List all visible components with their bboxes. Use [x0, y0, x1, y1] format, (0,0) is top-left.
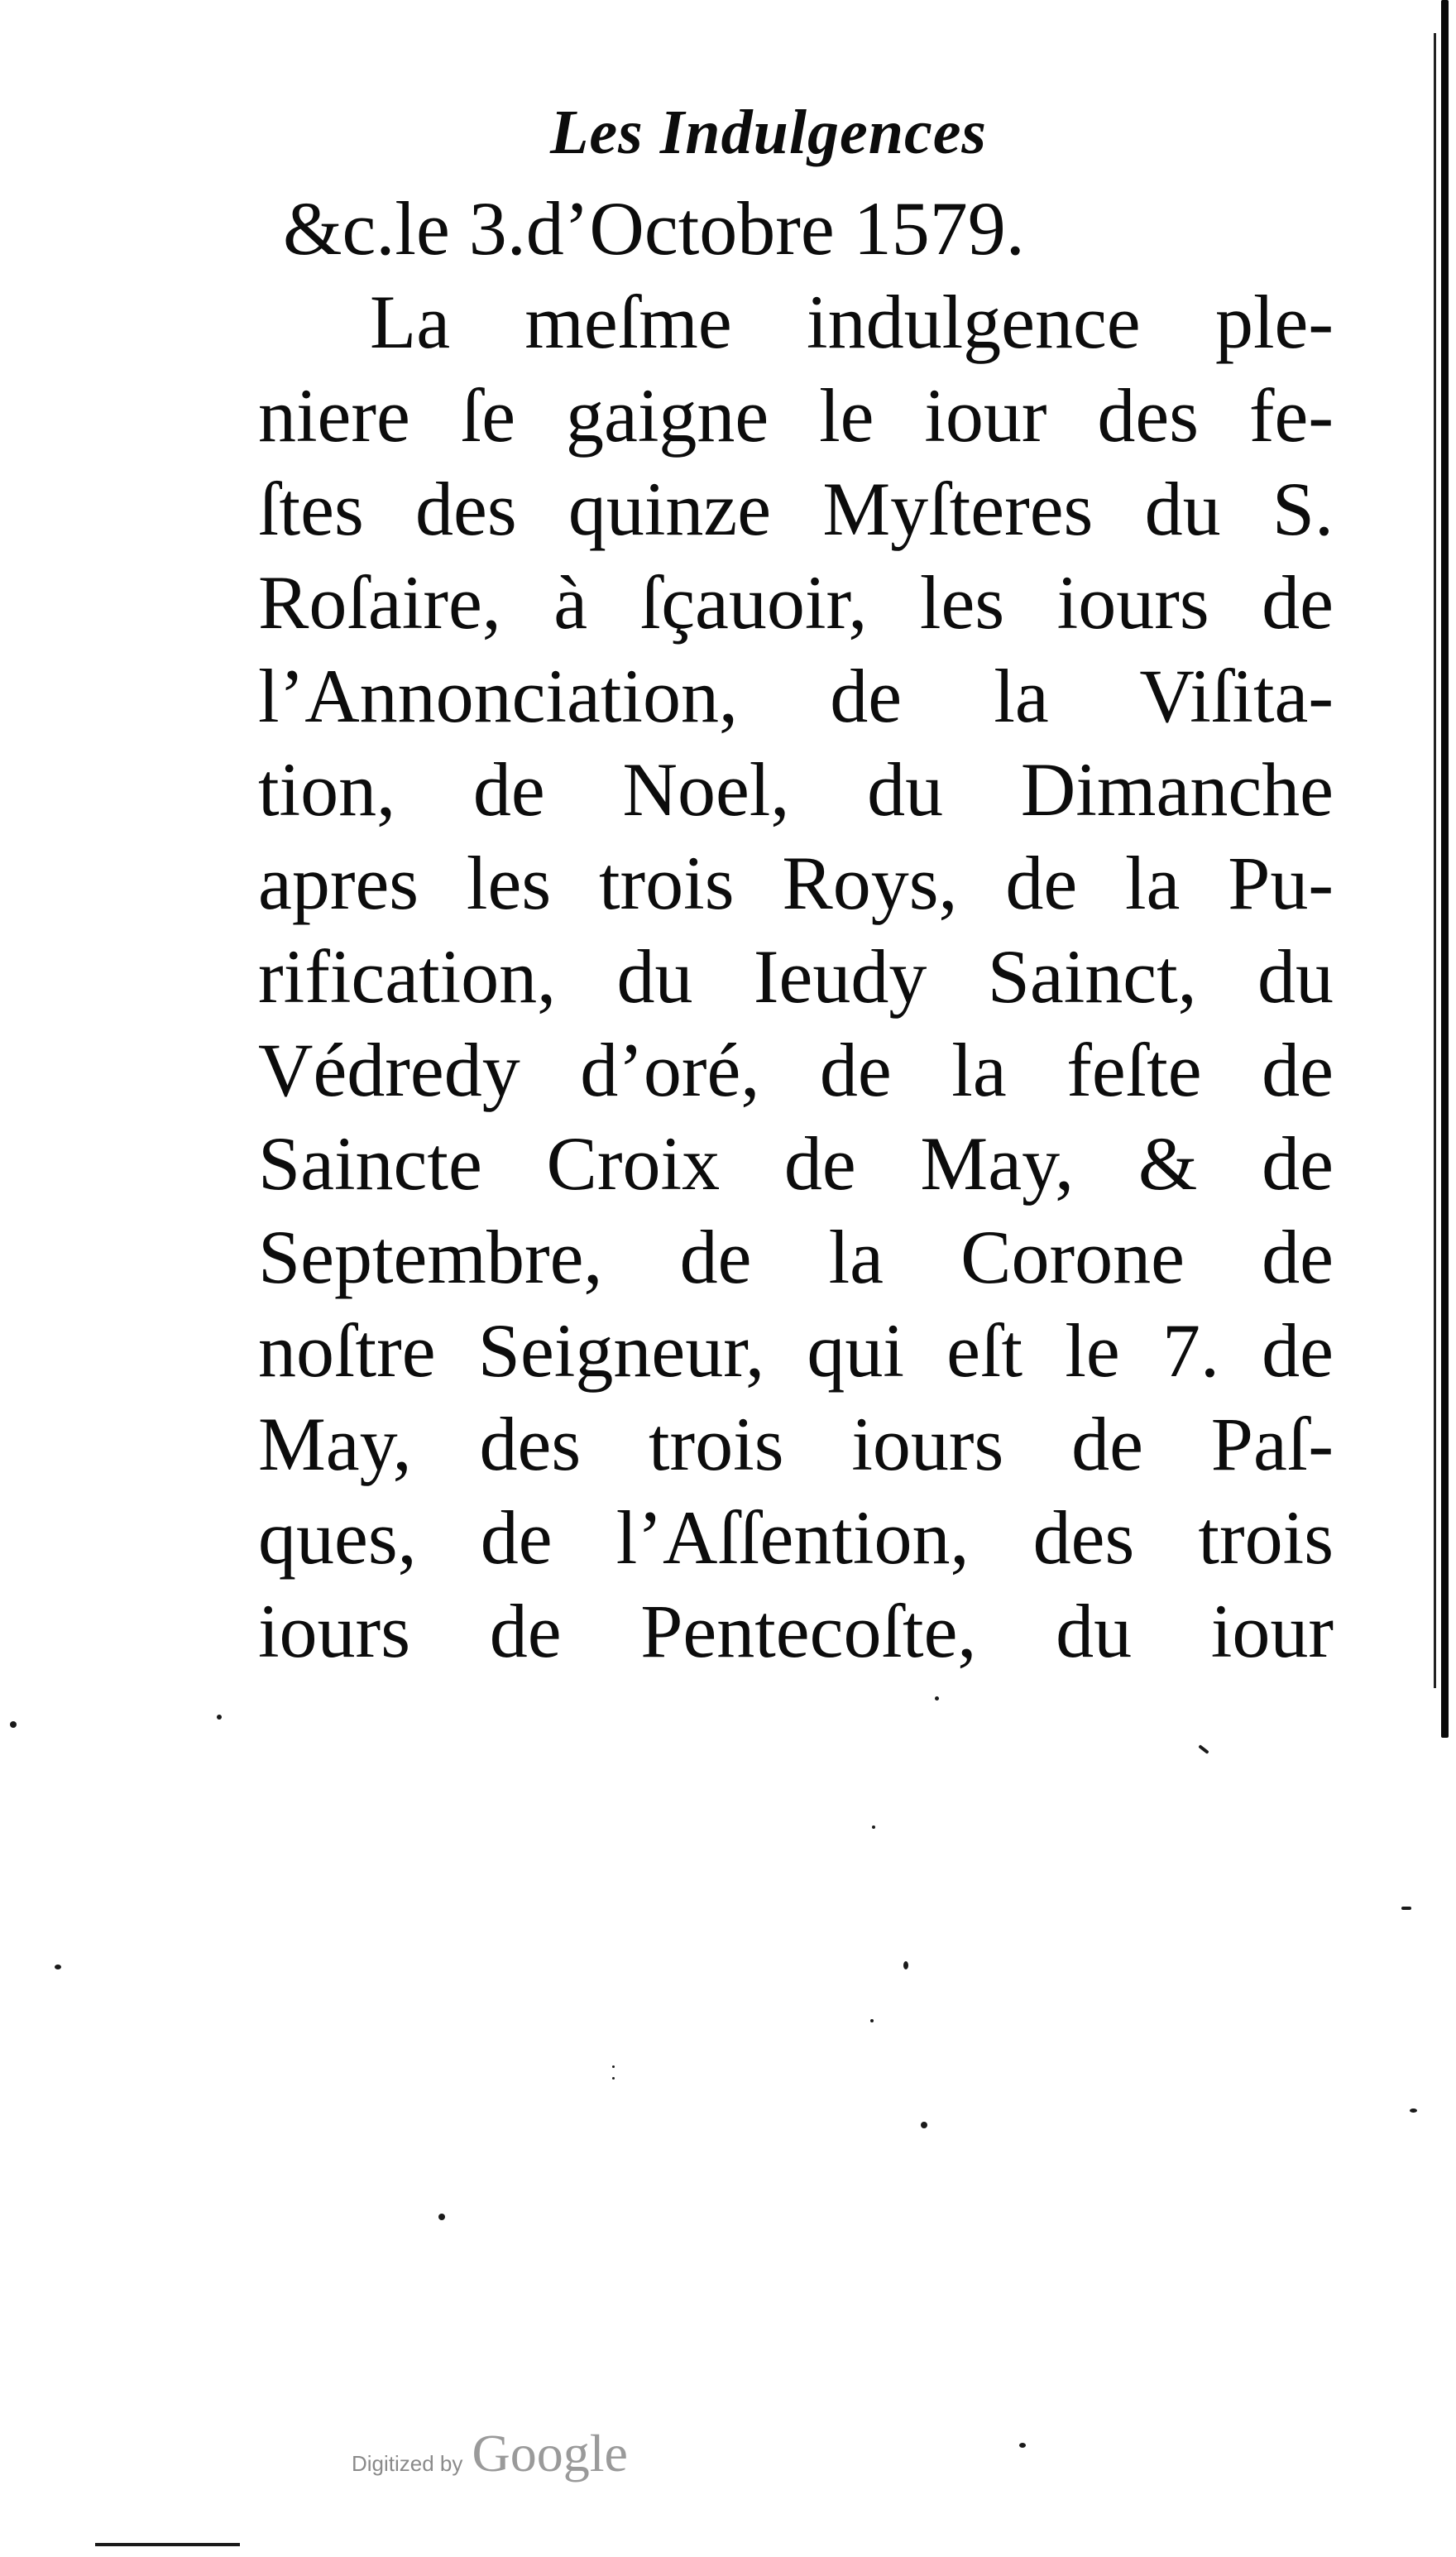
text-line-15: ques, de l’Aſſention, des trois: [258, 1495, 1334, 1580]
running-head: Les Indulgences: [550, 98, 987, 167]
digitized-by-label: Digitized by: [352, 2451, 463, 2476]
google-wordmark: Google: [472, 2424, 628, 2483]
text-line-5: Roſaire, à ſçauoir, les iours de: [258, 560, 1334, 645]
text-line-8: apres les trois Roys, de la Pu-: [258, 841, 1334, 925]
text-line-2: La meſme indulgence ple-: [370, 280, 1334, 364]
scan-speck: [55, 1965, 61, 1969]
text-line-4: ſtes des quinze Myſteres du S.: [258, 467, 1334, 551]
body-text: [258, 182, 1334, 1678]
scan-speck: [612, 2065, 615, 2068]
scan-speck: [10, 1721, 17, 1728]
scan-speck: [1410, 2108, 1417, 2113]
text-line-7: tion, de Noel, du Dimanche: [258, 747, 1334, 832]
scan-speck: [217, 1715, 222, 1720]
digitized-watermark: [352, 2423, 628, 2484]
scan-speck: [1198, 1744, 1209, 1754]
text-line-14: May, des trois iours de Paſ-: [258, 1402, 1334, 1486]
footer-rule: [95, 2543, 240, 2546]
scan-speck: [903, 1961, 908, 1969]
scan-speck: [612, 2077, 615, 2080]
text-line-12: Septembre, de la Corone de: [258, 1215, 1334, 1299]
text-line-13: noſtre Seigneur, qui eſt le 7. de: [258, 1308, 1334, 1393]
scan-speck: [870, 2019, 874, 2022]
scan-speck: [1019, 2443, 1026, 2448]
scan-speck: [438, 2214, 445, 2220]
page-edge-rule: [1441, 0, 1449, 1738]
text-line-3: niere ſe gaigne le iour des fe-: [258, 373, 1334, 458]
text-line-6: l’Annonciation, de la Viſita-: [258, 654, 1334, 738]
text-line-9: rification, du Ieudy Sainct, du: [258, 934, 1334, 1019]
scan-speck: [921, 2122, 927, 2128]
scan-speck: [935, 1696, 939, 1701]
text-line-11: Saincte Croix de May, & de: [258, 1121, 1334, 1206]
text-line-10: Védredy d’oré, de la feſte de: [258, 1028, 1334, 1112]
page-edge-shadow: [1434, 33, 1436, 1688]
text-line-16: iours de Pentecoſte, du iour: [258, 1589, 1334, 1673]
scan-speck: [872, 1825, 875, 1829]
text-line-1: &c.le 3.d’Octobre 1579.: [283, 186, 1025, 271]
scan-speck: [1401, 1907, 1411, 1910]
